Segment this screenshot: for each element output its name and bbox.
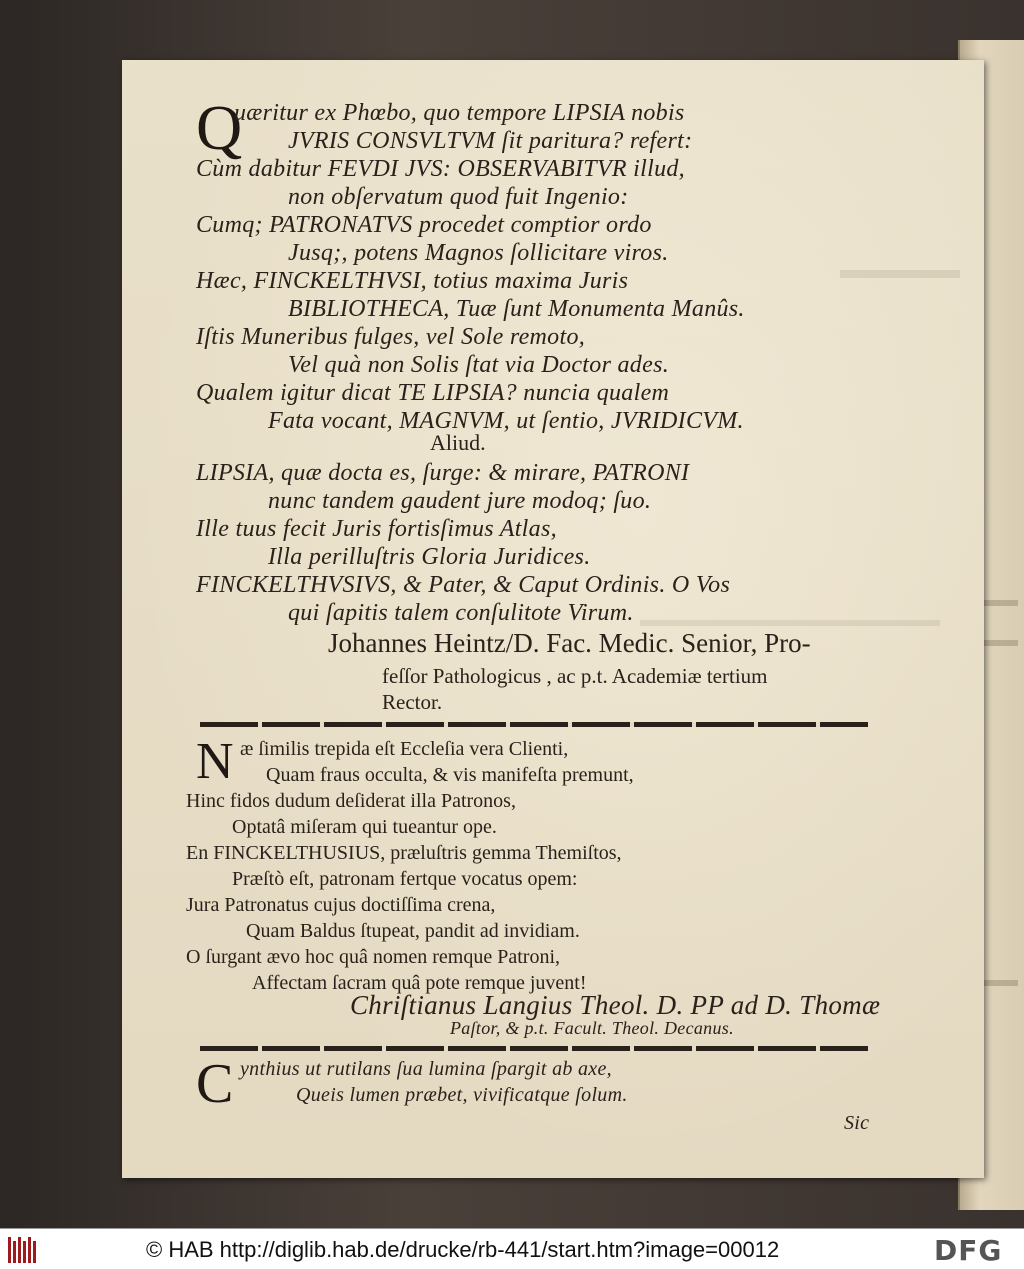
verse-line: BIBLIOTHECA, Tuæ ſunt Monumenta Manûs. (288, 296, 745, 322)
drop-cap: N (196, 733, 234, 790)
verse-line: Qualem igitur dicat TE LIPSIA? nuncia qualem (196, 380, 670, 406)
verse-line: Fata vocant, MAGNVM, ut ſentio, JVRIDICVM. (268, 408, 744, 434)
verse-line: Quam fraus occulta, & vis manifeſta premunt, (266, 764, 634, 786)
verse-line: O ſurgant ævo hoc quâ nomen remque Patroni, (186, 946, 561, 968)
footer-bar (0, 1228, 1024, 1269)
verse-line: Affectam ſacram quâ pote remque juvent! (252, 972, 587, 994)
verse-line: Queis lumen præbet, vivificatque ſolum. (296, 1084, 628, 1106)
verse-line: æ ſimilis trepida eſt Eccleſia vera Clienti, (240, 738, 569, 760)
ornamental-rule (200, 1046, 868, 1051)
verse-line: Jura Patronatus cujus doctiſſima crena, (186, 894, 496, 916)
author-title: feſſor Pathologicus , ac p.t. Academiæ tertium (382, 664, 768, 688)
author-title: Rector. (382, 690, 443, 714)
verse-line: non obſervatum quod fuit Ingenio: (288, 184, 629, 210)
verse-line: ynthius ut rutilans ſua lumina ſpargit ab axe, (240, 1058, 612, 1080)
catchword: Sic (844, 1112, 870, 1134)
verse-line: Cùm dabitur FEVDI JVS: OBSERVABITVR illud, (196, 156, 685, 182)
verse-line: Hæc, FINCKELTHVSI, totius maxima Juris (196, 268, 629, 294)
verse-line: Cumq; PATRONATVS procedet comptior ordo (196, 212, 652, 238)
verse-line: nunc tandem gaudent jure modoq; ſuo. (268, 488, 652, 514)
author-signature: Chriſtianus Langius Theol. D. PP ad D. Thomæ (350, 990, 881, 1020)
copyright-url[interactable]: © HAB http://diglib.hab.de/drucke/rb-441/start.htm?image=00012 (146, 1237, 780, 1262)
verse-line: Vel quà non Solis ſtat via Doctor ades. (288, 352, 670, 378)
verse-line: Optatâ miſeram qui tueantur ope. (232, 816, 497, 838)
verse-line: qui ſapitis talem conſulitote Virum. (288, 600, 634, 626)
drop-cap: C (196, 1053, 234, 1115)
dfg-logo[interactable]: DFG (934, 1234, 1003, 1267)
verse-line: Præſtò eſt, patronam fertque vocatus opem: (232, 868, 578, 890)
hab-logo-icon[interactable] (8, 1237, 38, 1263)
author-title: Paſtor, & p.t. Facult. Theol. Decanus. (450, 1018, 734, 1038)
drop-cap: Q (196, 92, 243, 163)
ornamental-rule (200, 722, 868, 727)
verse-line: LIPSIA, quæ docta es, ſurge: & mirare, PATRONI (196, 460, 690, 486)
verse-line: Quam Baldus ſtupeat, pandit ad invidiam. (246, 920, 580, 942)
verse-line: Jusq;, potens Magnos ſollicitare viros. (288, 240, 669, 266)
section-heading: Aliud. (430, 430, 486, 455)
verse-line: En FINCKELTHUSIUS, præluſtris gemma Themiſtos, (186, 842, 622, 864)
verse-line: JVRIS CONSVLTVM ſit paritura? refert: (288, 128, 693, 154)
author-signature: Johannes Heintz/D. Fac. Medic. Senior, Pro- (328, 628, 811, 658)
verse-line: Iſtis Muneribus fulges, vel Sole remoto, (196, 324, 586, 350)
verse-line: Ille tuus fecit Juris fortisſimus Atlas, (196, 516, 557, 542)
verse-line: Hinc fidos dudum deſiderat illa Patronos, (186, 790, 516, 812)
verse-line: Illa perilluſtris Gloria Juridices. (268, 544, 591, 570)
verse-line: FINCKELTHVSIVS, & Pater, & Caput Ordinis. O Vos (196, 572, 731, 598)
verse-line: uæritur ex Phœbo, quo tempore LIPSIA nobis (234, 100, 685, 126)
